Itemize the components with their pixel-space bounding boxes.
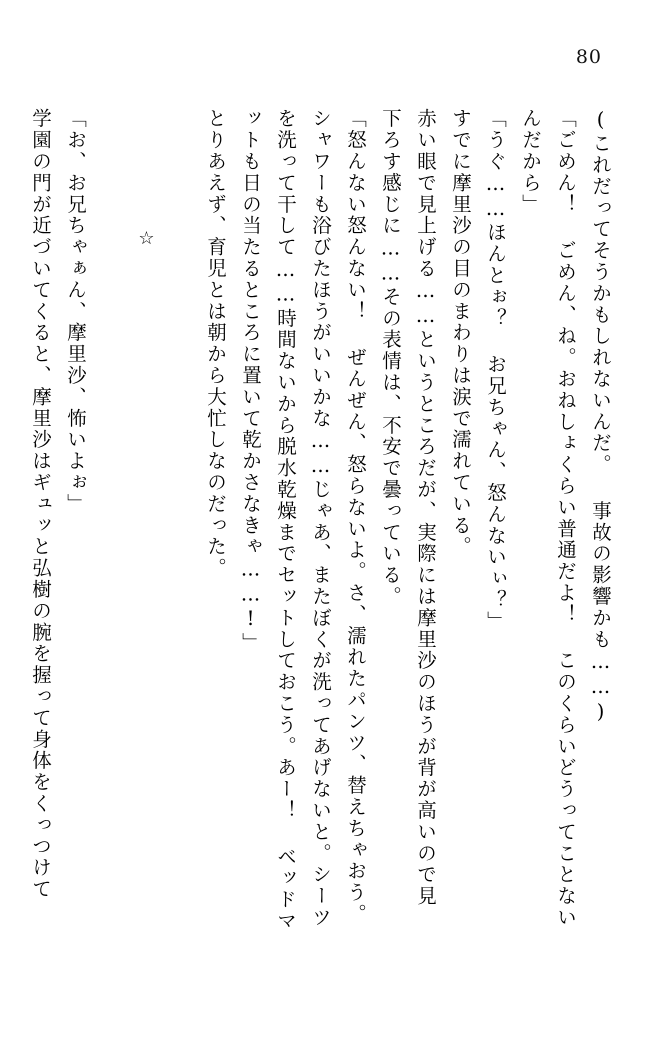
text-line: 「お、お兄ちゃぁん、摩里沙、怖いよぉ」	[64, 108, 87, 515]
text-line: 下ろす感じに……その表情は、不安で曇っている。	[379, 108, 402, 608]
vertical-text-body	[29, 108, 612, 1026]
text-line: 「うぐ……ほんとぉ？ お兄ちゃん、怒んないぃ？」	[484, 108, 507, 633]
text-line: 学園の門が近づいてくると、摩里沙はギュッと弘樹の腕を握って身体をくっつけて	[29, 108, 52, 900]
text-line: すでに摩里沙の目のまわりは涙で濡れている。	[449, 108, 472, 558]
page-number: 80	[575, 46, 602, 68]
text-line: んだから」	[519, 108, 542, 215]
text-line: 赤い眼で見上げる……というところだが、実際には摩里沙のほうが背が高いので見	[414, 108, 437, 907]
text-line: (これだってそうかもしれないんだ。 事故の影響かも……)	[589, 108, 612, 725]
text-line: とりあえず、育児とは朝から大忙しなのだった。	[204, 108, 227, 579]
scene-break-star: ☆	[136, 228, 157, 251]
text-line-blank	[85, 108, 120, 1026]
text-line: シャワーも浴びたほうがいいかな……じゃあ、またぼくが洗ってあげないと。シーツ	[309, 108, 332, 929]
text-line-blank	[155, 108, 190, 1026]
text-line: 「怒んない怒んない！ ぜんぜん、怒らないよ。さ、濡れたパンツ、替えちゃおう。	[344, 108, 367, 925]
text-line: ットも日の当たるところに置いて乾かさなきゃ……!」	[239, 108, 262, 654]
text-line: 「ごめん！ ごめん、ね。おねしょくらい普通だよ！ このくらいどうってことない	[554, 108, 577, 929]
text-line: を洗って干して……時間ないから脱水乾燥までセットしておこう。あー！ ベッドマ	[274, 108, 297, 932]
